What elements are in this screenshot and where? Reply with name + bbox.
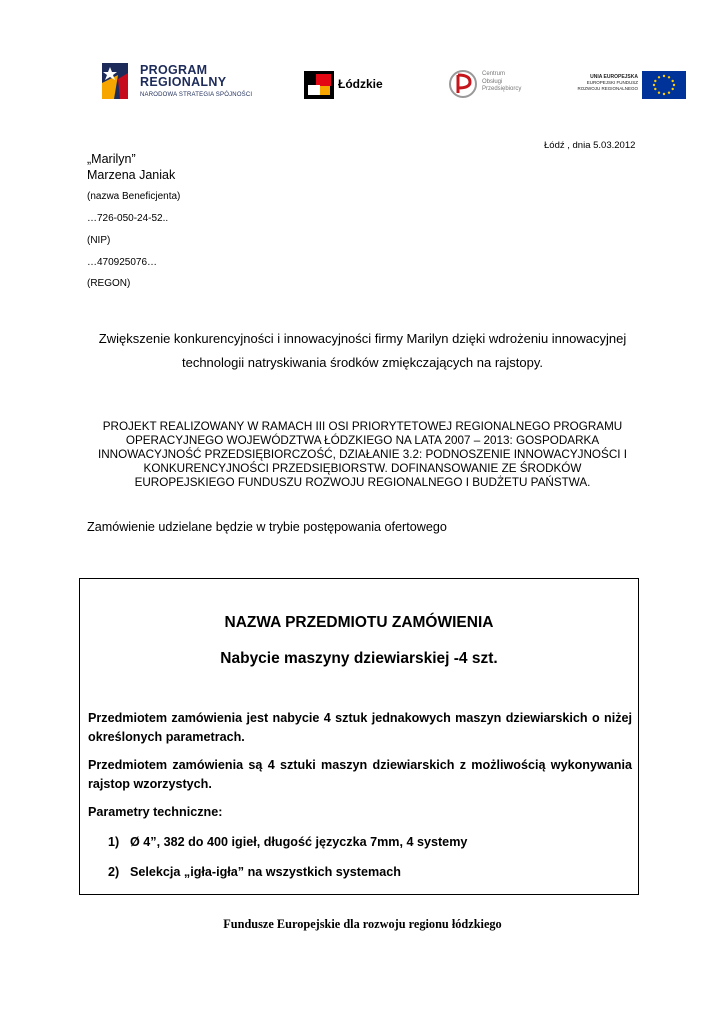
order-subject-subtitle: Nabycie maszyny dziewiarskiej -4 szt. — [220, 650, 498, 667]
project-title: Zwiększenie konkurencyjności i innowacyjności firmy Marilyn dzięki wdrożeniu innowacyjnej technologii natryskiwania środków zmiękczających na rajstopy. — [98, 331, 627, 370]
params-label: Parametry techniczne: — [88, 805, 223, 819]
beneficiary-name: Marzena Janiak — [87, 168, 176, 182]
project-description: PROJEKT REALIZOWANY W RAMACH III OSI PRIORYTETOWEJ REGIONALNEGO PROGRAMU OPERACYJNEGO WOJEWÓDZTWA ŁÓDZKIEGO NA LATA 2007 – 2013: GOSPODARKA INNOWACYJNOŚĆ PRZEDSIĘBIORCZOŚĆ, DZIAŁANIE 3.2: PODNOSZENIE INNOWACYJNOŚCI I KONKURENCYJNOŚCI PRZEDSIĘBIORSTW. DOFINANSOWANIE ZE ŚRODKÓW EUROPEJSKIEGO FUNDUSZU ROZWOJU REGIONALNEGO I BUDŻETU PAŃSTWA. — [97, 420, 628, 489]
list-item: 1) Ø 4”, 382 do 400 igieł, długość języczka 7mm, 4 systemy — [108, 835, 468, 849]
nip-label: (NIP) — [87, 235, 111, 246]
program-regionalny-logo — [100, 61, 260, 103]
program-regionalny-flag-icon — [100, 61, 130, 101]
program-line2: REGIONALNY — [140, 75, 227, 89]
nip-value: …726-050-24-52.. — [87, 213, 169, 224]
program-line1: PROGRAM — [140, 63, 208, 77]
ue-text: UNIA EUROPEJSKA EUROPEJSKI FUNDUSZ ROZWOJU REGIONALNEGO — [577, 74, 638, 91]
ue-logo — [570, 71, 690, 99]
regon-value: …470925076… — [87, 257, 158, 268]
cop-circle-icon — [448, 69, 478, 99]
order-paragraph-2: Przedmiotem zamówienia są 4 sztuki maszyn dziewiarskich z możliwością wykonywania rajstop wzorzystych. — [88, 758, 632, 791]
cop-logo — [448, 69, 528, 101]
cop-text: Centrum Obsługi Przedsiębiorcy — [482, 71, 522, 92]
footer-text: Fundusze Europejskie dla rozwoju regionu łódzkiego — [223, 917, 502, 931]
logo-bar — [0, 55, 725, 115]
document-date: Łódź , dnia 5.03.2012 — [544, 140, 636, 151]
eu-flag-icon — [642, 71, 686, 99]
list-item: 2) Selekcja „igła-igła” na wszystkich systemach — [108, 865, 401, 879]
order-subject-title: NAZWA PRZEDMIOTU ZAMÓWIENIA — [224, 614, 494, 631]
order-subject-box — [79, 578, 639, 895]
lodzkie-logo — [304, 71, 394, 99]
beneficiary-name-label: (nazwa Beneficjenta) — [87, 191, 181, 202]
lodzkie-text: Łódzkie — [338, 77, 383, 91]
procurement-mode: Zamówienie udzielane będzie w trybie postępowania ofertowego — [87, 520, 447, 534]
order-paragraph-1: Przedmiotem zamówienia jest nabycie 4 sztuk jednakowych maszyn dziewiarskich o niżej określonych parametrach. — [88, 711, 632, 744]
program-line3: NARODOWA STRATEGIA SPÓJNOŚCI — [140, 92, 253, 98]
beneficiary-company: „Marilyn” — [87, 152, 136, 166]
lodzkie-mark-icon — [304, 71, 334, 99]
regon-label: (REGON) — [87, 278, 131, 289]
